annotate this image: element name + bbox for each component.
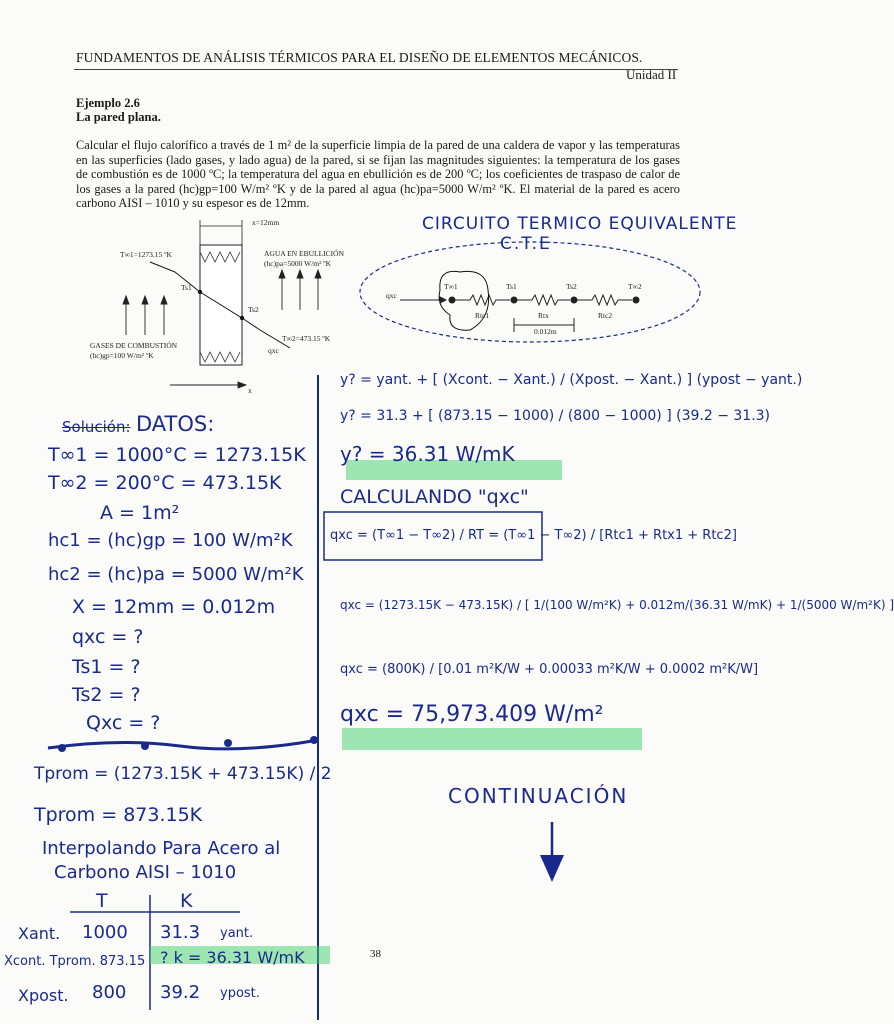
eq-q-definition: qxc = (T∞1 − T∞2) / RT = (T∞1 − T∞2) / [Rtc1 + Rtx1 + Rtc2]: [330, 528, 737, 543]
row-label: Xant.: [18, 924, 61, 943]
tprom-result: Tprom = 873.15K: [34, 804, 203, 826]
datos-line: qxc = ?: [72, 626, 144, 648]
circuit-q-label: qxc: [386, 291, 397, 300]
thickness-label: x=12mm: [252, 218, 280, 227]
eq-k-result: y? = 36.31 W/mK: [340, 442, 515, 466]
problem-statement: Calcular el flujo calorífico a través de 1 m² de la superficie limpia de la pared de una caldera de vapor y las temperaturas en las superficies (lado gases, y lado agua) de la pared, si se fijan las magnitudes siguientes: la temperatura de los gases de combustión es de 1000 ºC; la temperatura del agua en ebullición es de 200 ºC; los coeficientes de traspaso de calor de los gases a la pared (hc)gp=100 W/m² ºK y de la pared al agua (hc)pa=5000 W/m² ºK. El material de la pared es acero carbono AISI – 1010 y su espesor es de 12mm.: [76, 138, 680, 211]
row-label: Xcont. Tprom. 873.15: [4, 954, 146, 969]
datos-crossed: Solución:: [62, 418, 131, 436]
datos-line: hc2 = (hc)pa = 5000 W/m²K: [48, 564, 304, 585]
node-ts1: Ts1: [506, 282, 517, 291]
tprom-formula: Tprom = (1273.15K + 473.15K) / 2: [34, 764, 332, 784]
eq-interp-values: y? = 31.3 + [ (873.15 − 1000) / (800 − 1000) ] (39.2 − 31.3): [340, 408, 771, 424]
node-ts2: Ts2: [566, 282, 577, 291]
datos-line: hc1 = (hc)gp = 100 W/m²K: [48, 530, 293, 551]
row-t: 1000: [82, 922, 128, 943]
datos-line: Ts1 = ?: [72, 656, 141, 678]
gas-coef: (hc)gp=100 W/m² ºK: [90, 351, 154, 360]
calc-heading: CALCULANDO "qxc": [340, 486, 529, 508]
circuit-title: CIRCUITO TERMICO EQUIVALENTE: [422, 214, 738, 234]
eq-q-simplified: qxc = (800K) / [0.01 m²K/W + 0.00033 m²K/W + 0.0002 m²K/W]: [340, 662, 759, 677]
interp-heading-2: Carbono AISI – 1010: [54, 862, 237, 883]
row-k: 39.2: [160, 982, 201, 1003]
example-title: Ejemplo 2.6: [76, 96, 140, 110]
row-k: 31.3: [160, 922, 201, 943]
row-k-result: ? k = 36.31 W/mK: [160, 948, 305, 967]
t-inf2-label: T∞2=473.15 ºK: [282, 334, 331, 343]
row-t: 800: [92, 982, 127, 1003]
resistor-rtc2: Rtc2: [598, 311, 613, 320]
water-label: AGUA EN EBULLICIÓN: [264, 249, 344, 258]
continuation-label: CONTINUACIÓN: [448, 784, 629, 808]
eq-q-substitution: qxc = (1273.15K − 473.15K) / [ 1/(100 W/m²K) + 0.012m/(36.31 W/mK) + 1/(5000 W/m²K) ]: [340, 598, 894, 612]
circuit-title-abbr: C.T.E: [500, 234, 552, 254]
row-label: Xpost.: [18, 986, 69, 1005]
datos-line: X = 12mm = 0.012m: [72, 596, 276, 618]
datos-heading: DATOS:: [136, 412, 215, 436]
q-label: qxc: [268, 346, 279, 355]
example-subtitle: La pared plana.: [76, 110, 161, 124]
datos-line: A = 1m²: [100, 502, 180, 524]
row-y: ypost.: [220, 986, 260, 1001]
ts2-label: Ts2: [248, 305, 259, 314]
resistor-rtc1: Rtc1: [475, 311, 490, 320]
gas-label: GASES DE COMBUSTIÓN: [90, 341, 178, 350]
row-y: yant.: [220, 926, 254, 941]
eq-interp-general: y? = yant. + [ (Xcont. − Xant.) / (Xpost. − Xant.) ] (ypost − yant.): [340, 372, 803, 388]
page-number: 38: [370, 948, 381, 960]
horizontal-divider: [48, 740, 318, 749]
node-tinf2: T∞2: [628, 282, 642, 291]
unit-label: Unidad II: [626, 67, 677, 82]
eq-q-result: qxc = 75,973.409 W/m²: [340, 702, 604, 727]
col-k: K: [180, 890, 193, 912]
circuit-length: 0.012m: [534, 327, 557, 336]
node-tinf1: T∞1: [444, 282, 458, 291]
datos-line: Ts2 = ?: [72, 684, 141, 706]
resistor-rtx: Rtx: [538, 311, 549, 320]
header-title: FUNDAMENTOS DE ANÁLISIS TÉRMICOS PARA EL DISEÑO DE ELEMENTOS MECÁNICOS.: [76, 50, 643, 65]
highlight-q: [342, 728, 642, 750]
circuit-outline: [360, 242, 700, 342]
interp-heading: Interpolando Para Acero al: [42, 838, 281, 859]
datos-line: T∞1 = 1000°C = 1273.15K: [48, 444, 306, 466]
x-axis-label: x: [248, 386, 252, 395]
datos-line: Qxc = ?: [86, 712, 161, 734]
col-t: T: [96, 890, 108, 912]
t-inf1-label: T∞1=1273.15 ºK: [120, 250, 172, 259]
water-coef: (hc)pa=5000 W/m² ºK: [264, 259, 331, 268]
datos-line: T∞2 = 200°C = 473.15K: [48, 472, 282, 494]
ts1-label: Ts1: [181, 283, 192, 292]
down-arrow-icon: [540, 855, 564, 882]
